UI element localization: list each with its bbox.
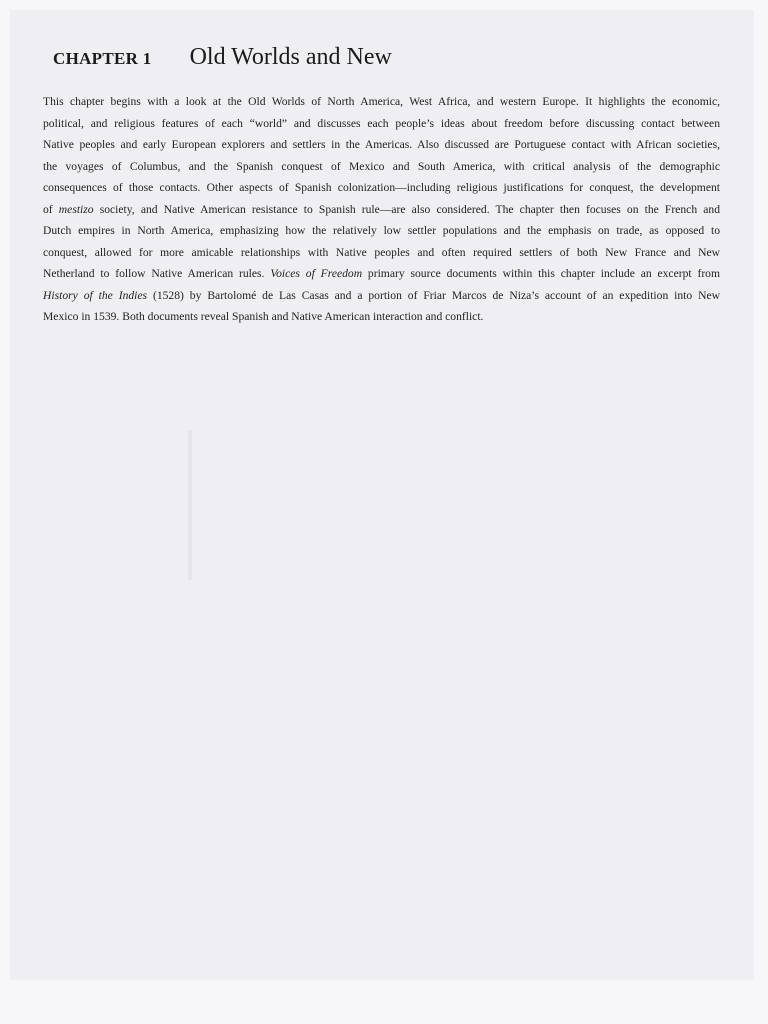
summary-text: political, and religious features of each “world” and discusses each people’s ideas about freedom before discussing contact between xyxy=(43,116,720,130)
summary-line xyxy=(43,306,720,328)
summary-line xyxy=(43,177,720,199)
summary-line xyxy=(43,199,720,221)
chapter-header xyxy=(53,44,392,71)
scan-artifact xyxy=(188,430,192,580)
summary-text: Netherland to follow Native American rules. xyxy=(43,267,271,280)
summary-line xyxy=(43,113,720,135)
summary-text: (1528) by Bartolomé de Las Casas and a portion of Friar Marcos de Niza’s account of an expedition into New xyxy=(147,288,721,302)
chapter-label: CHAPTER 1 xyxy=(53,49,152,68)
summary-line xyxy=(43,220,720,242)
summary-text: of xyxy=(43,202,59,216)
summary-line xyxy=(43,263,720,285)
summary-text: Mexico in 1539. Both documents reveal Spanish and Native American interaction and conflict. xyxy=(43,310,484,323)
summary-line xyxy=(43,285,720,307)
summary-line xyxy=(43,242,720,264)
summary-text: consequences of those contacts. Other aspects of Spanish colonization—including religious justifications for conquest, the development xyxy=(43,181,720,194)
summary-line xyxy=(43,156,720,178)
summary-text: This chapter begins with a look at the Old Worlds of North America, West Africa, and western Europe. It highlights the economic, xyxy=(43,95,720,108)
chapter-summary xyxy=(43,91,720,328)
summary-text: Dutch empires in North America, emphasizing how the relatively low settler populations and the emphasis on trade, as opposed to xyxy=(43,224,720,237)
chapter-title: Old Worlds and New xyxy=(189,44,392,70)
italic-term: History of the Indies xyxy=(43,288,148,302)
summary-text: the voyages of Columbus, and the Spanish conquest of Mexico and South America, with critical analysis of the demographic xyxy=(43,159,720,173)
summary-line xyxy=(43,134,720,156)
summary-text: society, and Native American resistance to Spanish rule—are also considered. The chapter then focuses on the French and xyxy=(93,202,720,216)
summary-text: Native peoples and early European explorers and settlers in the Americas. Also discussed are Portuguese contact with African societies, xyxy=(43,138,720,151)
summary-text: primary source documents within this chapter include an excerpt from xyxy=(362,267,720,280)
summary-line xyxy=(43,91,720,113)
italic-term: Voices of Freedom xyxy=(270,267,363,280)
summary-text: conquest, allowed for more amicable relationships with Native peoples and often required settlers of both New France and New xyxy=(43,245,720,259)
italic-term: mestizo xyxy=(58,202,94,216)
